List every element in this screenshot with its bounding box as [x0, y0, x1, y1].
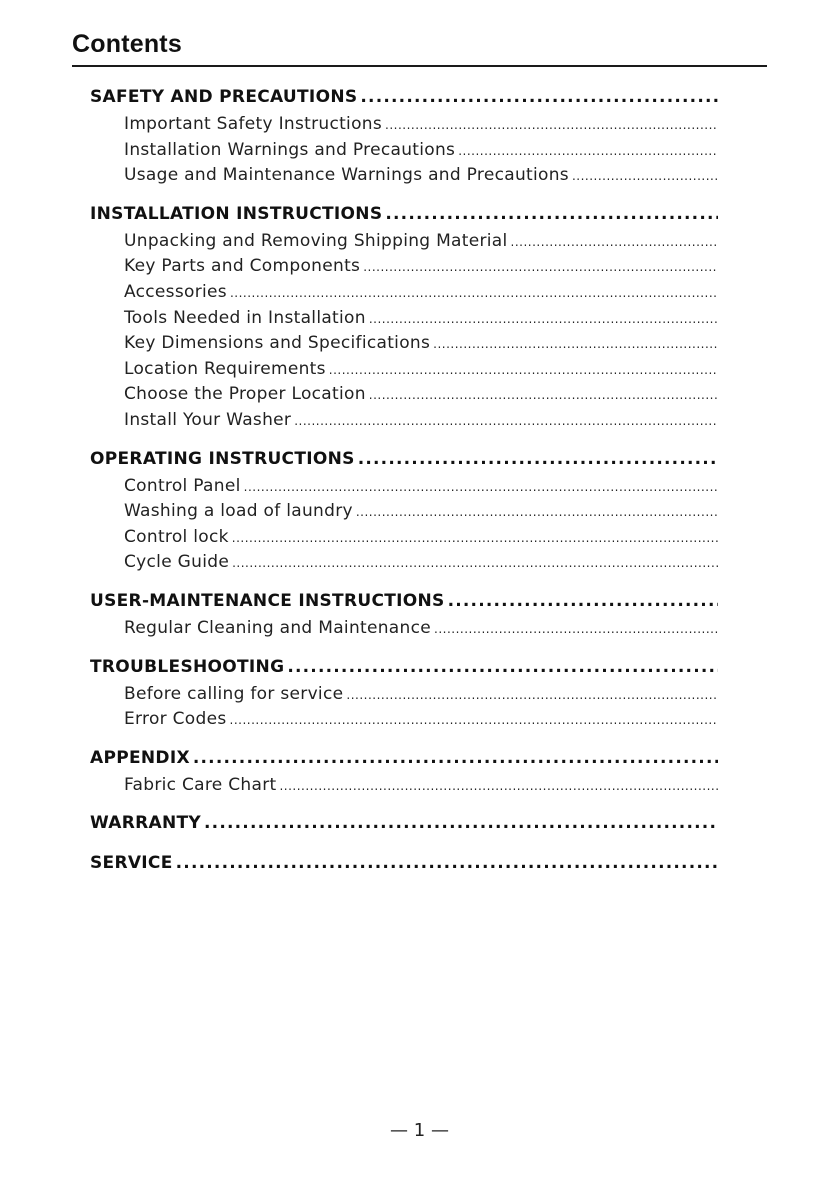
toc-heading — [90, 849, 720, 878]
toc-heading-label: TROUBLESHOOTING — [90, 656, 285, 677]
table-of-contents — [90, 83, 720, 889]
dot-leader — [385, 200, 718, 229]
title-divider — [72, 65, 767, 67]
dot-leader — [434, 616, 718, 642]
toc-heading-label: INSTALLATION INSTRUCTIONS — [90, 203, 383, 224]
toc-entry — [90, 550, 720, 576]
dot-leader — [230, 280, 718, 306]
toc-heading — [90, 587, 720, 616]
toc-entry-label: Control Panel — [124, 475, 241, 496]
dot-leader — [363, 254, 718, 280]
toc-entry — [90, 682, 720, 708]
dot-leader — [232, 550, 718, 576]
toc-section — [90, 200, 720, 434]
toc-heading-label: USER-MAINTENANCE INSTRUCTIONS — [90, 590, 445, 611]
toc-entry — [90, 773, 720, 799]
dot-leader — [329, 357, 718, 383]
toc-entry — [90, 525, 720, 551]
toc-section — [90, 744, 720, 799]
dot-leader — [279, 773, 718, 799]
toc-heading — [90, 200, 720, 229]
dot-leader — [572, 163, 718, 189]
toc-entry — [90, 707, 720, 733]
toc-heading — [90, 445, 720, 474]
page-number: — 1 — — [390, 1120, 449, 1141]
toc-entry — [90, 306, 720, 332]
toc-entry — [90, 331, 720, 357]
toc-heading — [90, 744, 720, 773]
toc-entry — [90, 254, 720, 280]
toc-section — [90, 83, 720, 189]
toc-entry-label: Before calling for service — [124, 683, 344, 704]
toc-entry-label: Choose the Proper Location — [124, 384, 366, 405]
toc-entry-label: Control lock — [124, 526, 229, 547]
dot-leader — [232, 525, 718, 551]
toc-entry-label: Key Parts and Components — [124, 256, 361, 277]
dot-leader — [176, 849, 718, 878]
toc-entry — [90, 616, 720, 642]
dot-leader — [230, 707, 718, 733]
toc-entry-label: Important Safety Instructions — [124, 114, 383, 134]
dot-leader — [204, 809, 718, 838]
dot-leader — [244, 474, 718, 500]
toc-entry — [90, 112, 720, 138]
toc-heading-label: SAFETY AND PRECAUTIONS — [90, 87, 358, 107]
toc-entry — [90, 382, 720, 408]
toc-entry-label: Usage and Maintenance Warnings and Precautions — [124, 165, 569, 186]
toc-entry-label: Tools Needed in Installation — [124, 307, 366, 328]
toc-entry — [90, 474, 720, 500]
toc-entry-label: Washing a load of laundry — [124, 501, 353, 522]
toc-heading-label: OPERATING INSTRUCTIONS — [90, 448, 355, 469]
toc-entry-label: Regular Cleaning and Maintenance — [124, 617, 432, 638]
dot-leader — [369, 306, 718, 332]
toc-section — [90, 653, 720, 733]
dot-leader — [369, 382, 718, 408]
toc-entry-label: Error Codes — [124, 709, 227, 730]
toc-entry-label: Fabric Care Chart — [124, 774, 277, 795]
toc-heading-label: SERVICE — [90, 853, 173, 874]
toc-section — [90, 587, 720, 642]
toc-heading — [90, 83, 720, 112]
toc-entry — [90, 499, 720, 525]
toc-heading-label: APPENDIX — [90, 747, 190, 768]
toc-heading-label: WARRANTY — [90, 813, 202, 834]
toc-entry — [90, 229, 720, 255]
dot-leader — [360, 83, 718, 112]
toc-entry-label: Install Your Washer — [124, 409, 292, 430]
toc-entry-label: Location Requirements — [124, 358, 326, 379]
toc-entry-label: Accessories — [124, 281, 227, 302]
toc-entry-label: Key Dimensions and Specifications — [124, 333, 431, 354]
dot-leader — [458, 138, 718, 164]
toc-section — [90, 445, 720, 576]
dot-leader — [294, 408, 718, 434]
dot-leader — [511, 229, 718, 255]
toc-section — [90, 849, 720, 878]
toc-heading — [90, 809, 720, 838]
toc-entry-label: Installation Warnings and Precautions — [124, 139, 456, 160]
toc-entry — [90, 280, 720, 306]
dot-leader — [358, 445, 718, 474]
page-title: Contents — [72, 30, 182, 58]
toc-heading — [90, 653, 720, 682]
dot-leader — [193, 744, 718, 773]
toc-entry — [90, 163, 720, 189]
dot-leader — [448, 587, 718, 616]
toc-section — [90, 809, 720, 838]
toc-entry-label: Unpacking and Removing Shipping Material — [124, 230, 508, 251]
dot-leader — [433, 331, 718, 357]
dot-leader — [356, 499, 718, 525]
toc-entry — [90, 138, 720, 164]
dot-leader — [287, 653, 718, 682]
toc-entry — [90, 357, 720, 383]
toc-entry — [90, 408, 720, 434]
toc-entry-label: Cycle Guide — [124, 552, 230, 573]
dot-leader — [346, 682, 718, 708]
dot-leader — [385, 112, 718, 138]
